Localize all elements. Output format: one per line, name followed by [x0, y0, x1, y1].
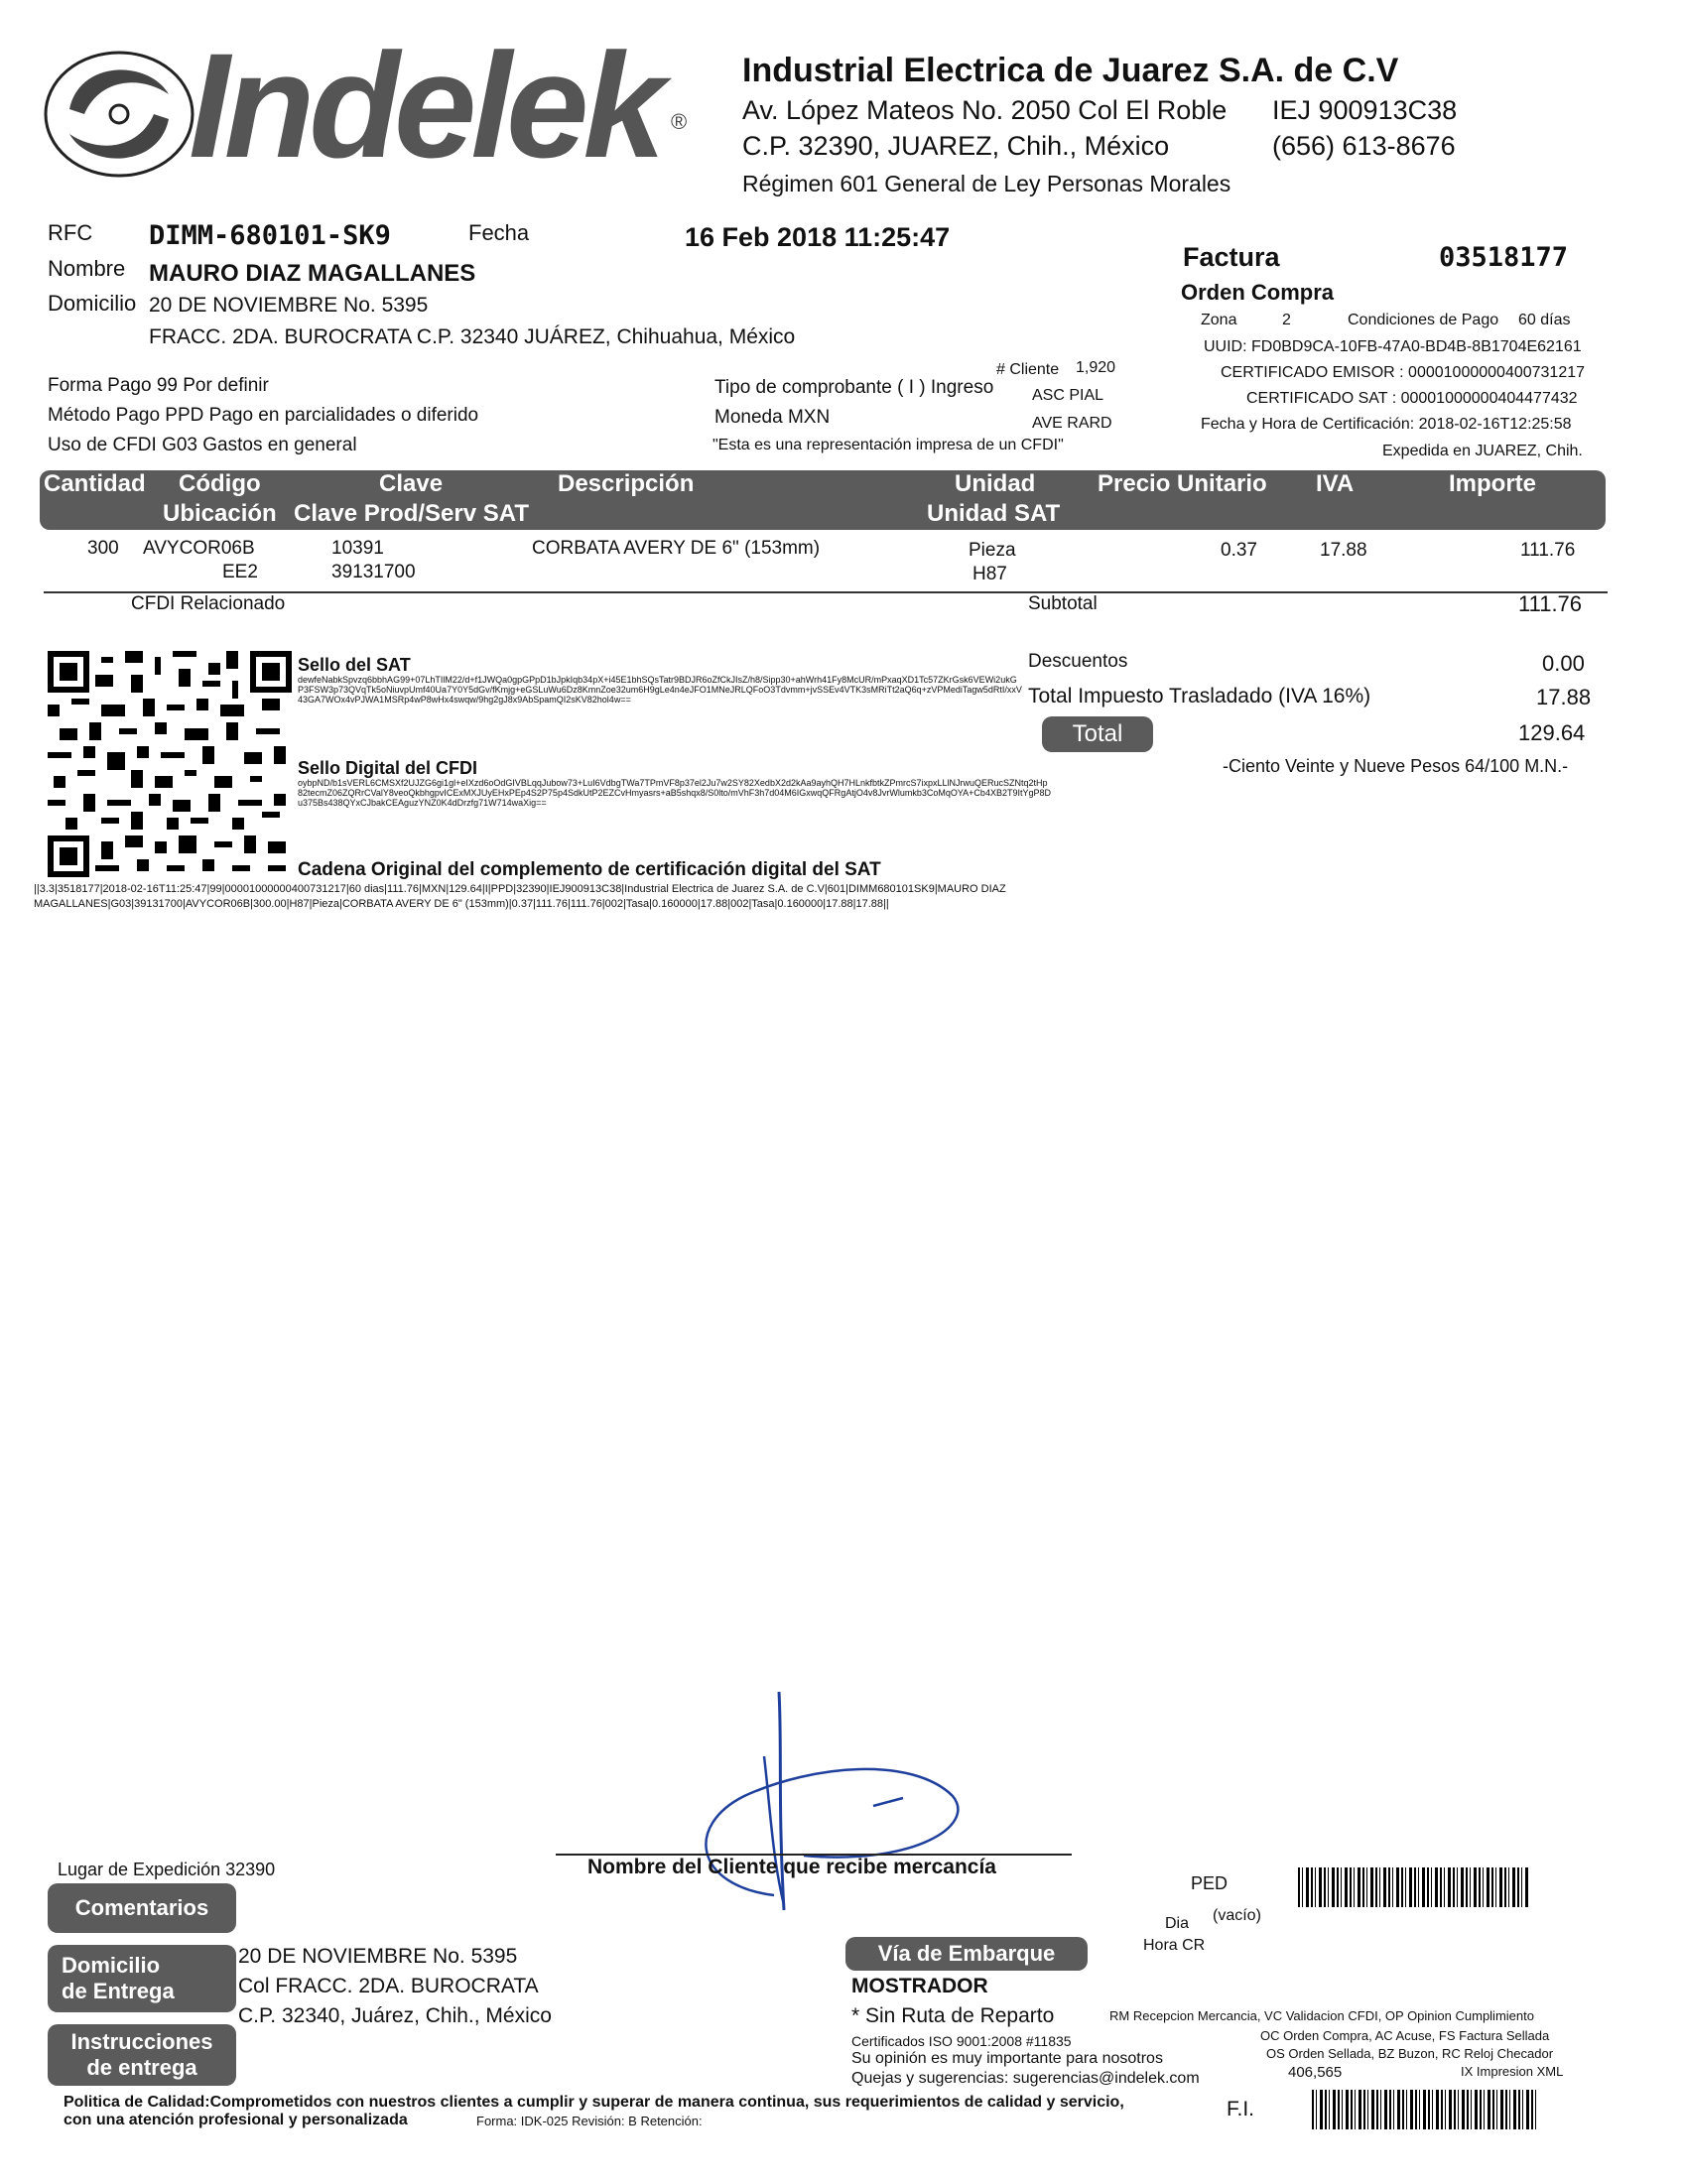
mostrador: MOSTRADOR: [851, 1975, 988, 1997]
comentarios-label: [48, 1883, 236, 1933]
company-name: Industrial Electrica de Juarez S.A. de C.V: [742, 52, 1399, 89]
fecha-label: Fecha: [468, 220, 530, 245]
instrucciones-line1: Instrucciones: [70, 2029, 213, 2054]
uuid: UUID: FD0BD9CA-10FB-47A0-BD4B-8B1704E62161: [1204, 338, 1582, 355]
entrega-address-3: C.P. 32340, Juárez, Chih., México: [238, 2004, 552, 2027]
domicilio-label: Domicilio: [48, 291, 137, 316]
impuesto-label: Total Impuesto Trasladado (IVA 16%): [1028, 685, 1371, 707]
zona-label: Zona: [1201, 312, 1237, 328]
asc-code: ASC PIAL: [1032, 387, 1104, 404]
nombre-label: Nombre: [48, 256, 126, 281]
cert-sat: CERTIFICADO SAT : 00001000000404477432: [1246, 390, 1578, 407]
row-unidad: Pieza: [969, 540, 1016, 561]
cadena-line-2: MAGALLANES|G03|39131700|AVYCOR06B|300.00|H87|Pieza|CORBATA AVERY DE 6" (153mm)|0.37|111.76|111.76|002|Tasa|0.160000|17.88|002|Tasa|0.160000|17.88|17.88||: [34, 898, 889, 910]
cfdi-relacionado: CFDI Relacionado: [131, 593, 286, 614]
col-unidad: Unidad: [955, 470, 1036, 497]
leyenda-3: OS Orden Sellada, BZ Buzon, RC Reloj Checador: [1266, 2046, 1554, 2061]
tipo-comprobante: Tipo de comprobante ( I ) Ingreso: [714, 377, 994, 398]
domicilio-entrega-line2: de Entrega: [62, 1979, 175, 2003]
subtotal-label: Subtotal: [1028, 593, 1098, 614]
nombre-cliente-label: Nombre del Cliente que recibe mercancía: [587, 1856, 996, 1878]
company-address-1: Av. López Mateos No. 2050 Col El Roble: [742, 95, 1228, 125]
col-importe: Importe: [1449, 470, 1537, 497]
qr-code-icon: [48, 651, 292, 877]
hora-cr-label: Hora CR: [1143, 1937, 1206, 1954]
company-rfc: IEJ 900913C38: [1272, 95, 1458, 125]
customer-address-1: 20 DE NOVIEMBRE No. 5395: [149, 294, 429, 317]
row-clave-prod: 39131700: [331, 562, 416, 582]
company-regime: Régimen 601 General de Ley Personas Morales: [742, 171, 1231, 196]
instrucciones-line2: de entrega: [86, 2055, 197, 2080]
col-cantidad: Cantidad: [44, 470, 146, 497]
logo-wordmark: Indelek: [189, 22, 660, 189]
factura-number: 03518177: [1439, 242, 1569, 273]
moneda: Moneda MXN: [714, 407, 831, 428]
rfc-label: RFC: [48, 220, 93, 245]
total-in-words: -Ciento Veinte y Nueve Pesos 64/100 M.N.-: [1223, 756, 1569, 776]
politica-calidad-2: con una atención profesional y personalizada: [64, 2112, 408, 2128]
descuentos-label: Descuentos: [1028, 651, 1128, 672]
cliente-label: # Cliente: [996, 361, 1060, 378]
orden-compra-label: Orden Compra: [1181, 280, 1335, 305]
fecha-certificacion: Fecha y Hora de Certificación: 2018-02-16T12:25:58: [1201, 416, 1572, 433]
row-iva: 17.88: [1320, 540, 1367, 561]
sello-sat-label: Sello del SAT: [298, 655, 411, 675]
lugar-expedicion: Lugar de Expedición 32390: [58, 1860, 276, 1879]
quejas-text: Quejas y sugerencias: sugerencias@indelek.com: [851, 2070, 1200, 2087]
condiciones-value: 60 días: [1518, 312, 1571, 328]
politica-calidad-1: Politica de Calidad:Comprometidos con nuestros clientes a cumplir y superar de manera continua, sus requerimientos de calidad y servicio,: [64, 2094, 1124, 2111]
items-table-header: [40, 470, 1606, 530]
col-unidad-sat: Unidad SAT: [927, 500, 1061, 527]
invoice-date: 16 Feb 2018 11:25:47: [685, 222, 951, 252]
signature-icon: [655, 1687, 982, 1925]
certificados-iso: Certificados ISO 9001:2008 #11835: [851, 2033, 1072, 2049]
total-value: 129.64: [1518, 720, 1586, 745]
ave-code: AVE RARD: [1032, 415, 1112, 432]
instrucciones-label: [48, 2024, 236, 2086]
leyenda-2: OC Orden Compra, AC Acuse, FS Factura Sellada: [1260, 2028, 1550, 2043]
comentarios-text: Comentarios: [74, 1895, 209, 1920]
zona-value: 2: [1282, 312, 1291, 328]
company-phone: (656) 613-8676: [1272, 131, 1456, 161]
leyenda-1: RM Recepcion Mercancia, VC Validacion CFDI, OP Opinion Cumplimiento: [1109, 2008, 1534, 2023]
cadena-label: Cadena Original del complemento de certificación digital del SAT: [298, 859, 881, 880]
fi-label: F.I.: [1227, 2098, 1255, 2120]
cert-emisor: CERTIFICADO EMISOR : 00001000000400731217: [1221, 364, 1586, 381]
col-clave: Clave: [379, 470, 444, 497]
company-logo: [40, 22, 695, 198]
row-codigo: AVYCOR06B: [143, 538, 255, 559]
metodo-pago: Método Pago PPD Pago en parcialidades o diferido: [48, 405, 479, 426]
sello-sat-value: dewfeNabkSpvzq6bbhAG99+07LhTIlM22/d+f1JWQa0gpGPpD1bJpkIqb34pX+i45E1bhSQsTatr9BDJR6oZfCkJIsZ/h8/Sipp30+ahWrh41Fy8McUR/mPxaqXD1Tc57ZKrGsk6VEWi2ukGP3FSW3p73QVqTk5oNiuvpUmf40Ua7Y0Y5dGv/fKmjg+eGSLuWu6Dz8KmnZoe32um6H9gLe4n4eJFO1MNeJRLQFoO3Tdvmm+jvSSEv4VTK3sMRiTt2aQ6q+zVPMediTagw5dRtI/xxV43GA7WOx4vPJWA1MSRp4wP8wHx4swqw/9hg2gJ8x9AbSpamQI2sKV82hol4w==: [298, 675, 1022, 705]
cadena-line-1: ||3.3|3518177|2018-02-16T11:25:47|99|00001000000400731217|60 dias|111.76|MXN|129.64|I|PPD|32390|IEJ900913C38|Industrial Electrica de Juarez S.A. de C.V|601|DIMM680101SK9|MAURO DIAZ: [34, 883, 1006, 895]
sello-cfdi-label: Sello Digital del CFDI: [298, 758, 478, 778]
entrega-address-2: Col FRACC. 2DA. BUROCRATA: [238, 1975, 539, 1997]
uso-cfdi: Uso de CFDI G03 Gastos en general: [48, 435, 357, 455]
col-ubicacion: Ubicación: [163, 500, 277, 527]
entrega-address-1: 20 DE NOVIEMBRE No. 5395: [238, 1945, 518, 1968]
condiciones-label: Condiciones de Pago: [1348, 312, 1499, 328]
cfdi-representation-note: "Esta es una representación impresa de un CFDI": [712, 437, 1064, 453]
col-clave-prod: Clave Prod/Serv SAT: [294, 500, 529, 527]
indelek-swirl-icon: [40, 40, 198, 189]
row-importe: 111.76: [1520, 540, 1576, 561]
sello-cfdi-value: oybpND/b1sVERL6CMSXf2UJZG6gi1gl+eIXzd6oOdGIVBLqqJubow73+LuI6VdbgTWa7TPmVF8p37el2Ju7w2SY82XedbX2d2kAa9ayhQH7HLnkfbtkZPmrcS7ixpxLLlNJrwuQERucSZNtq2tHp82tecmZ06ZQRrCValY8veoQkbhgpvICExMXJUyEHxPEp4S2P75p4SdkUtP2EZCvHmyasrs+aB5shqx8/S0lto/mVhF3h7d04M6IGxwqQFRgAtjO4v8JvrWlumkb3CoMqOYA+Cb4XB2T9ItYgP8Du375Bs438QYxCJbakCEAguzYNZ0K4dDrzfg71W714waXig==: [298, 778, 1051, 808]
descuentos-value: 0.00: [1542, 651, 1585, 676]
row-clave: 10391: [331, 538, 384, 559]
col-precio: Precio Unitario: [1098, 470, 1267, 497]
impuesto-value: 17.88: [1536, 685, 1592, 709]
ped-label: PED: [1191, 1873, 1229, 1893]
company-address-2: C.P. 32390, JUAREZ, Chih., México: [742, 131, 1170, 161]
customer-name: MAURO DIAZ MAGALLANES: [149, 260, 476, 287]
barcode-top-icon: [1298, 1867, 1528, 1907]
row-cantidad: 300: [87, 538, 119, 559]
sin-ruta: * Sin Ruta de Reparto: [851, 2004, 1055, 2027]
via-embarque-label: Vía de Embarque: [845, 1937, 1088, 1971]
domicilio-entrega-label: [48, 1945, 236, 2012]
codigo-numero: 406,565: [1288, 2064, 1343, 2081]
forma-revision: Forma: IDK-025 Revisión: B Retención:: [476, 2114, 703, 2128]
leyenda-4: IX Impresion XML: [1461, 2064, 1564, 2079]
domicilio-entrega-line1: Domicilio: [62, 1953, 161, 1978]
col-iva: IVA: [1316, 470, 1355, 497]
registered-mark: ®: [671, 109, 688, 134]
factura-label: Factura: [1183, 242, 1280, 272]
row-descripcion: CORBATA AVERY DE 6" (153mm): [532, 538, 821, 559]
vacio-label: (vacío): [1213, 1907, 1261, 1924]
row-unidad-sat: H87: [972, 564, 1007, 584]
expedida-en: Expedida en JUAREZ, Chih.: [1382, 443, 1583, 459]
barcode-bottom-icon: [1312, 2090, 1538, 2129]
row-ubicacion: EE2: [222, 562, 258, 582]
col-descripcion: Descripción: [558, 470, 695, 497]
customer-address-2: FRACC. 2DA. BUROCRATA C.P. 32340 JUÁREZ, Chihuahua, México: [149, 325, 796, 348]
opinion-text: Su opinión es muy importante para nosotros: [851, 2050, 1163, 2067]
forma-pago: Forma Pago 99 Por definir: [48, 375, 269, 396]
total-label: Total: [1042, 716, 1153, 752]
col-codigo: Código: [179, 470, 261, 497]
customer-rfc: DIMM-680101-SK9: [149, 220, 391, 251]
row-precio: 0.37: [1221, 540, 1257, 561]
subtotal-value: 111.76: [1518, 591, 1583, 616]
dia-label: Dia: [1165, 1915, 1190, 1932]
cliente-number: 1,920: [1076, 359, 1116, 376]
